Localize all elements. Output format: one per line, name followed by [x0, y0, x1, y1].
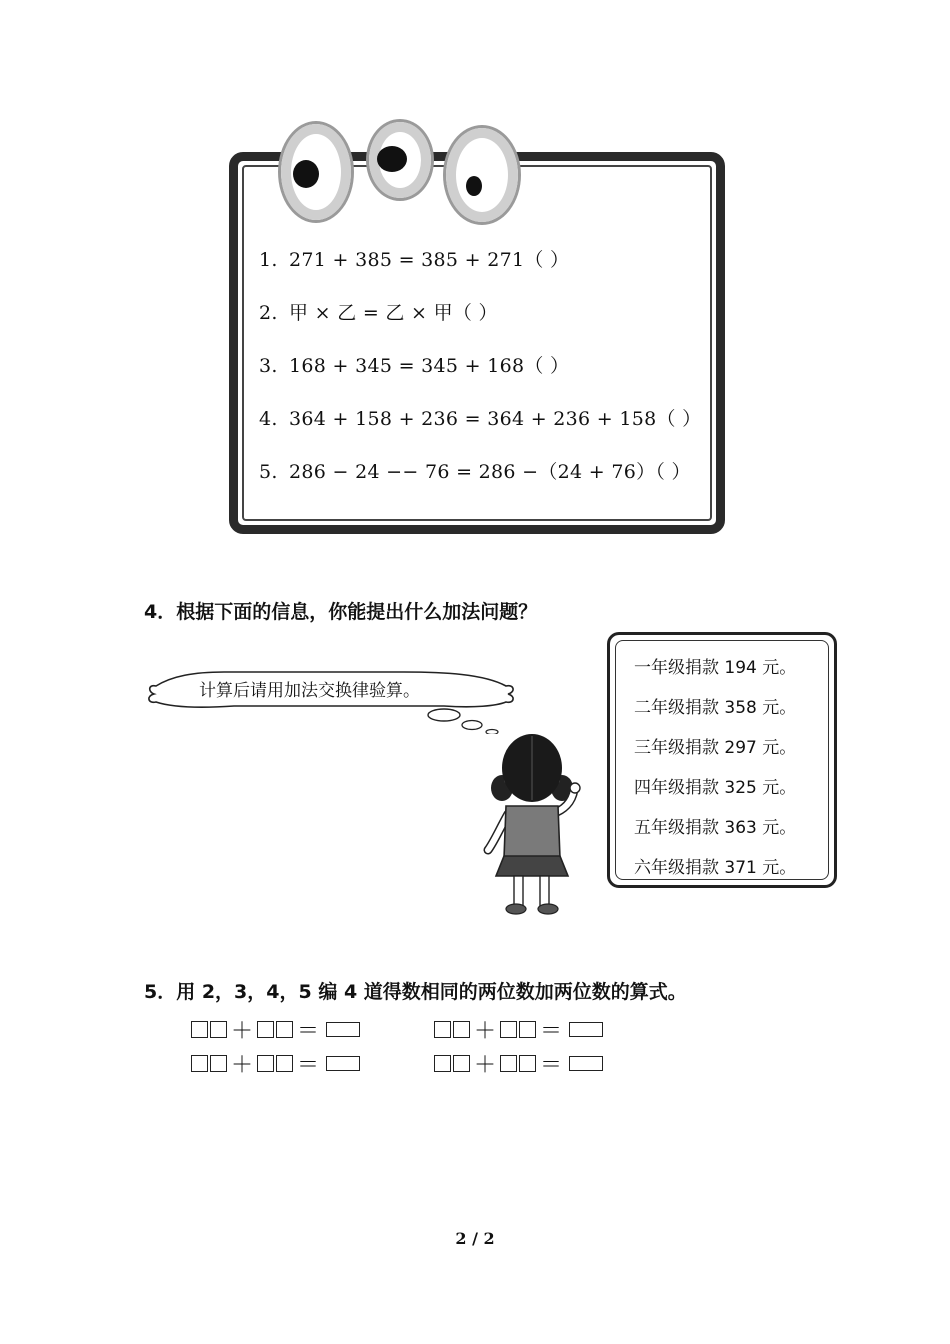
- equals-sign: ＝: [540, 1019, 563, 1044]
- donation-row: 二年级捐款 358 元。: [634, 698, 797, 718]
- plus-sign: ＋: [231, 1019, 254, 1044]
- digit-blank[interactable]: [500, 1055, 517, 1072]
- digit-blank[interactable]: [276, 1021, 293, 1038]
- blank-equation-4: [433, 1048, 603, 1079]
- donation-info-card: [607, 632, 837, 888]
- eye-left-icon: [281, 124, 351, 220]
- donation-row: 一年级捐款 194 元。: [634, 658, 797, 678]
- item-number: 2.: [259, 302, 278, 324]
- bubble-text: 计算后请用加法交换律验算。: [199, 681, 420, 701]
- page-number: 2 / 2: [455, 1229, 495, 1248]
- item-text: 甲 × 乙 = 乙 × 甲（ ）: [289, 302, 498, 324]
- answer-blank[interactable]: [569, 1056, 603, 1071]
- digit-blank[interactable]: [191, 1055, 208, 1072]
- plus-sign: ＋: [231, 1053, 254, 1078]
- donation-row: 五年级捐款 363 元。: [634, 818, 797, 838]
- item-text: 271 + 385 = 385 + 271（ ）: [289, 249, 570, 271]
- item-text: 168 + 345 = 345 + 168（ ）: [289, 355, 570, 377]
- digit-blank[interactable]: [453, 1055, 470, 1072]
- plus-sign: ＋: [474, 1053, 497, 1078]
- board-item-4: [259, 404, 701, 431]
- girl-illustration: [468, 710, 608, 925]
- speech-bubble: [144, 662, 516, 734]
- board-item-2: [259, 298, 498, 325]
- eye-right-icon: [446, 128, 518, 222]
- question-5-title: 5．用 2，3，4，5 编 4 道得数相同的两位数加两位数的算式。: [144, 981, 687, 1003]
- board-item-5: [259, 457, 691, 484]
- item-number: 3.: [259, 355, 278, 377]
- digit-blank[interactable]: [519, 1021, 536, 1038]
- blank-equation-3: [190, 1048, 360, 1079]
- digit-blank[interactable]: [210, 1055, 227, 1072]
- equals-sign: ＝: [540, 1053, 563, 1078]
- equals-sign: ＝: [297, 1053, 320, 1078]
- digit-blank[interactable]: [500, 1021, 517, 1038]
- eye-middle-icon: [369, 122, 431, 198]
- donation-row: 三年级捐款 297 元。: [634, 738, 797, 758]
- digit-blank[interactable]: [276, 1055, 293, 1072]
- answer-blank[interactable]: [326, 1022, 360, 1037]
- cartoon-eyes-decoration: [281, 124, 541, 224]
- board-item-1: [259, 245, 569, 272]
- answer-blank[interactable]: [326, 1056, 360, 1071]
- item-number: 4.: [259, 408, 278, 430]
- digit-blank[interactable]: [210, 1021, 227, 1038]
- item-number: 1.: [259, 249, 278, 271]
- plus-sign: ＋: [474, 1019, 497, 1044]
- item-text: 364 + 158 + 236 = 364 + 236 + 158（ ）: [289, 408, 702, 430]
- blank-equation-2: [433, 1014, 603, 1045]
- digit-blank[interactable]: [453, 1021, 470, 1038]
- digit-blank[interactable]: [191, 1021, 208, 1038]
- digit-blank[interactable]: [434, 1055, 451, 1072]
- donation-row: 六年级捐款 371 元。: [634, 858, 797, 878]
- blank-equation-1: [190, 1014, 360, 1045]
- question-4-title: 4．根据下面的信息，你能提出什么加法问题？: [144, 601, 538, 623]
- answer-blank[interactable]: [569, 1022, 603, 1037]
- digit-blank[interactable]: [257, 1021, 274, 1038]
- digit-blank[interactable]: [434, 1021, 451, 1038]
- item-text: 286 − 24 −− 76 = 286 −（24 + 76）（ ）: [289, 461, 691, 483]
- board-item-3: [259, 351, 569, 378]
- digit-blank[interactable]: [519, 1055, 536, 1072]
- item-number: 5.: [259, 461, 278, 483]
- exercise-board: [229, 152, 725, 534]
- equals-sign: ＝: [297, 1019, 320, 1044]
- digit-blank[interactable]: [257, 1055, 274, 1072]
- donation-row: 四年级捐款 325 元。: [634, 778, 797, 798]
- girl-figure-icon: [468, 710, 608, 925]
